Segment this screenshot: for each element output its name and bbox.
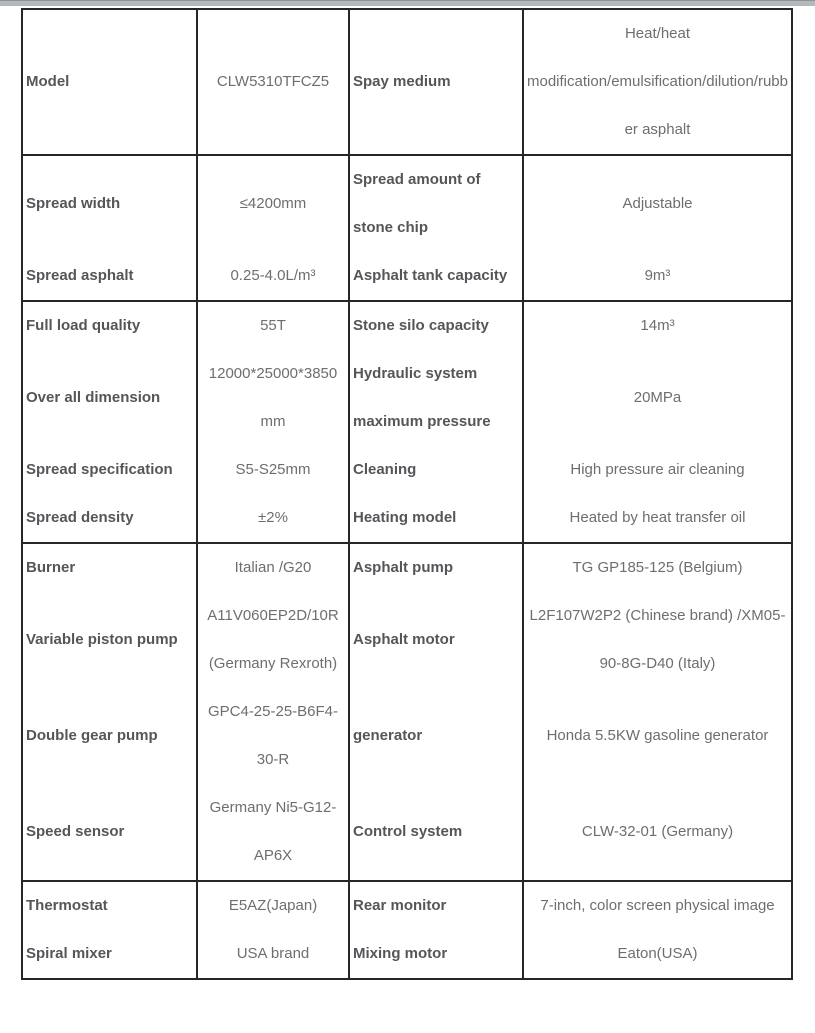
spec-value-spay-medium: Heat/heat modification/emulsification/dilution/rubber asphalt: [523, 9, 792, 155]
spec-label-asphalt-pump: Asphalt pump: [349, 543, 523, 592]
spec-value-model: CLW5310TFCZ5: [197, 9, 349, 155]
spec-value-spiral-mixer: USA brand: [197, 930, 349, 979]
spec-value-control-system: CLW-32-01 (Germany): [523, 784, 792, 881]
spec-label-model: Model: [26, 73, 70, 90]
spec-value-overall-dimension: 12000*25000*3850 mm: [197, 350, 349, 446]
spec-label-thermostat: Thermostat: [22, 881, 197, 930]
spec-label-heating-model: Heating model: [349, 494, 523, 543]
spec-label-spread-width: Spread width: [22, 155, 197, 252]
spec-label-spread-amount-stone-chip: Spread amount of stone chip: [349, 155, 523, 252]
spec-label-mixing-motor: Mixing motor: [349, 930, 523, 979]
spec-value-double-gear-pump: GPC4-25-25-B6F4-30-R: [197, 688, 349, 784]
table-row: [22, 592, 792, 688]
spec-value-spread-width: ≤4200mm: [197, 155, 349, 252]
table-row: [22, 930, 792, 979]
table-row: [22, 446, 792, 494]
spec-label-control-system: Control system: [349, 784, 523, 881]
spec-block-model: [22, 9, 792, 155]
spec-label-spay-medium: Spay medium: [349, 9, 523, 155]
spec-value-spread-amount-stone-chip: Adjustable: [523, 155, 792, 252]
spec-value-thermostat: E5AZ(Japan): [197, 881, 349, 930]
spec-label-spread-asphalt: Spread asphalt: [26, 267, 134, 284]
spec-label-variable-piston-pump: Variable piston pump: [26, 631, 178, 648]
spec-value-burner: Italian /G20: [197, 543, 349, 592]
spec-value-generator: Honda 5.5KW gasoline generator: [523, 688, 792, 784]
spec-block-accessories: [22, 881, 792, 979]
table-row: [22, 301, 792, 350]
spec-label-overall-dimension: Over all dimension: [26, 389, 161, 406]
window-top-edge-bar: [0, 0, 815, 6]
table-row: [22, 784, 792, 881]
spec-block-components: [22, 543, 792, 881]
table-row: [22, 350, 792, 446]
spec-label-burner: Burner: [22, 543, 197, 592]
spec-label-spiral-mixer: Spiral mixer: [26, 945, 112, 962]
spec-value-rear-monitor: 7-inch, color screen physical image: [523, 881, 792, 930]
table-row: [22, 9, 792, 155]
spec-label-cleaning: Cleaning: [349, 446, 523, 494]
spec-value-variable-piston-pump: A11V060EP2D/10R (Germany Rexroth): [197, 592, 349, 688]
spec-label-hydraulic-max-pressure: Hydraulic system maximum pressure: [349, 350, 523, 446]
table-row: [22, 881, 792, 930]
spec-block-spread: [22, 155, 792, 301]
spec-label-rear-monitor: Rear monitor: [349, 881, 523, 930]
spec-label-speed-sensor: Speed sensor: [26, 823, 125, 840]
spec-value-speed-sensor: Germany Ni5-G12-AP6X: [197, 784, 349, 881]
spec-value-hydraulic-max-pressure: 20MPa: [523, 350, 792, 446]
spec-value-asphalt-pump: TG GP185-125 (Belgium): [523, 543, 792, 592]
spec-label-spread-specification: Spread specification: [26, 461, 173, 478]
spec-value-mixing-motor: Eaton(USA): [523, 930, 792, 979]
spec-label-asphalt-motor: Asphalt motor: [349, 592, 523, 688]
spec-label-asphalt-tank-capacity: Asphalt tank capacity: [349, 252, 523, 301]
spec-value-spread-asphalt: 0.25-4.0L/m³: [197, 252, 349, 301]
spec-label-stone-silo-capacity: Stone silo capacity: [349, 301, 523, 350]
spec-value-spread-specification: S5-S25mm: [197, 446, 349, 494]
spec-label-generator: generator: [349, 688, 523, 784]
table-row: [22, 494, 792, 543]
spec-label-double-gear-pump: Double gear pump: [26, 727, 158, 744]
spec-value-asphalt-tank-capacity: 9m³: [523, 252, 792, 301]
spec-value-cleaning: High pressure air cleaning: [523, 446, 792, 494]
spec-value-heating-model: Heated by heat transfer oil: [523, 494, 792, 543]
spec-value-asphalt-motor: L2F107W2P2 (Chinese brand) /XM05-90-8G-D40 (Italy): [523, 592, 792, 688]
spec-label-spread-density: Spread density: [26, 509, 134, 526]
table-row: [22, 155, 792, 252]
table-row: [22, 252, 792, 301]
spec-table: [21, 8, 793, 980]
spec-value-spread-density: ±2%: [197, 494, 349, 543]
spec-block-dimensions: [22, 301, 792, 543]
spec-value-full-load-quality: 55T: [197, 301, 349, 350]
spec-value-stone-silo-capacity: 14m³: [523, 301, 792, 350]
spec-label-full-load-quality: Full load quality: [22, 301, 197, 350]
table-row: [22, 543, 792, 592]
table-row: [22, 688, 792, 784]
